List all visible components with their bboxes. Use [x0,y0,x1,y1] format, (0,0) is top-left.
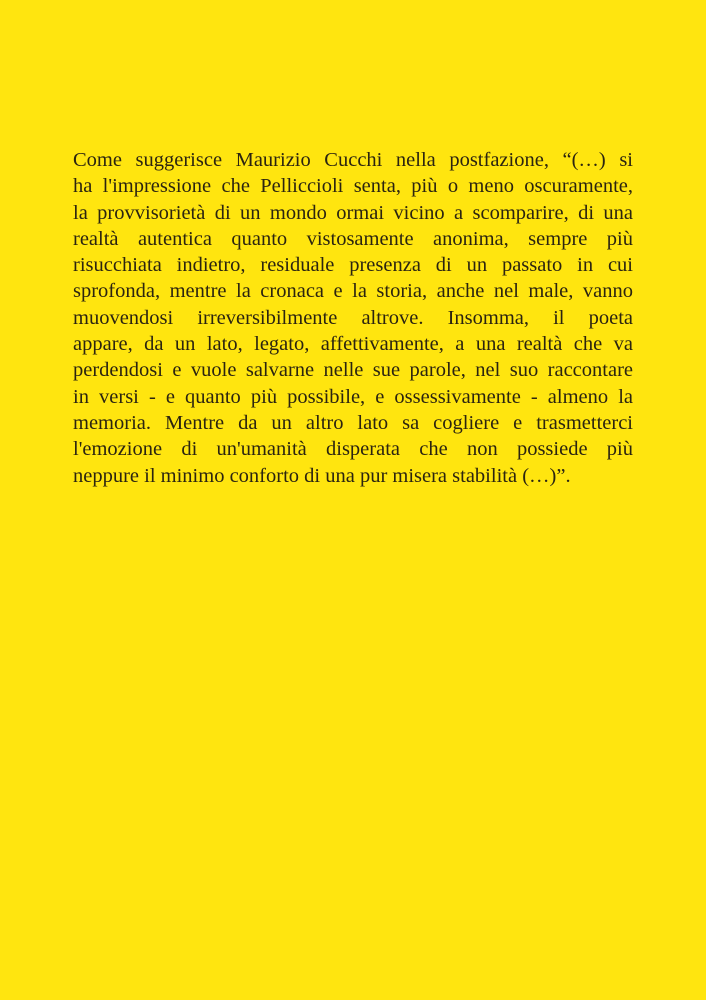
blurb-paragraph [73,147,633,489]
blurb-line: perdendosi e vuole salvarne nelle sue parole, nel suo raccontare [73,359,633,382]
blurb-line: muovendosi irreversibilmente altrove. Insomma, il poeta [73,306,633,329]
blurb-line: ha l'impressione che Pelliccioli senta, più o meno oscuramente, [73,175,633,198]
blurb-line: risucchiata indietro, residuale presenza di un passato in cui [73,254,633,277]
blurb-line: Come suggerisce Maurizio Cucchi nella postfazione, “(…) si [73,149,633,171]
blurb-line: in versi - e quanto più possibile, e ossessivamente - almeno la [73,385,633,408]
blurb-line: l'emozione di un'umanità disperata che non possiede più [73,438,633,461]
blurb-line: realtà autentica quanto vistosamente anonima, sempre più [73,227,633,250]
blurb-line: sprofonda, mentre la cronaca e la storia, anche nel male, vanno [73,280,633,303]
blurb-line-last: neppure il minimo conforto di una pur misera stabilità (…)”. [73,464,571,487]
blurb-line: la provvisorietà di un mondo ormai vicino a scomparire, di una [73,201,633,224]
blurb-line: memoria. Mentre da un altro lato sa cogliere e trasmetterci [73,411,633,434]
blurb-line: appare, da un lato, legato, affettivamente, a una realtà che va [73,333,633,356]
